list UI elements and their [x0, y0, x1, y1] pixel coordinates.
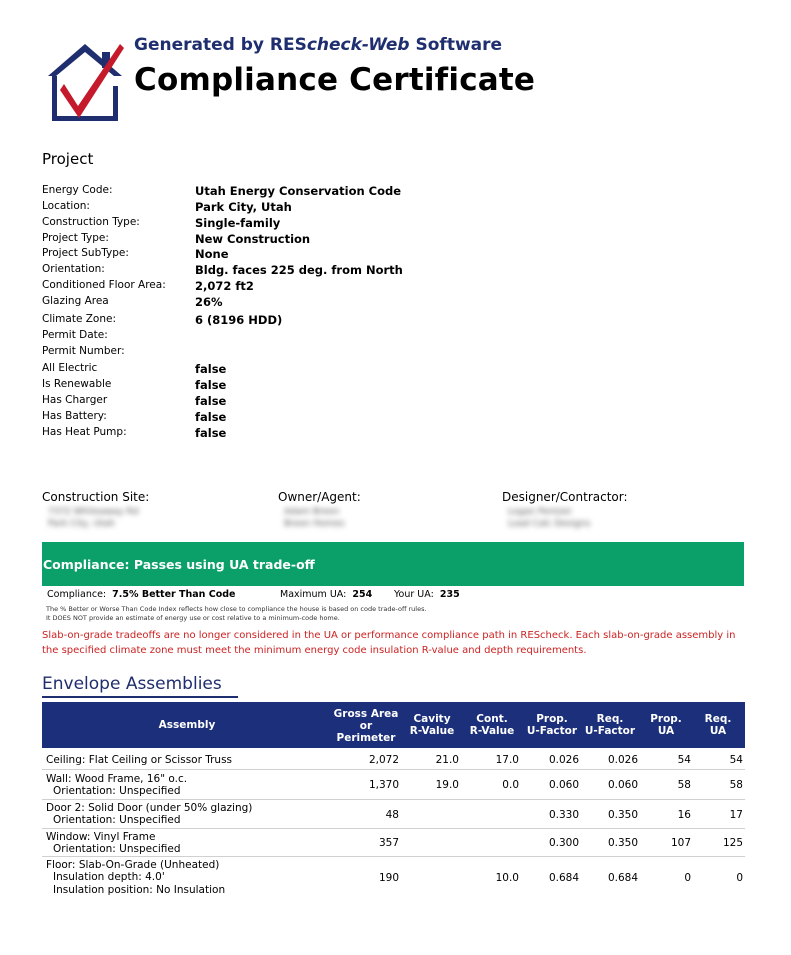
field-value: 26%	[195, 295, 223, 309]
field-value: 2,072 ft2	[195, 279, 254, 293]
slab-warning: Slab-on-grade tradeoffs are no longer considered in the UA or performance compliance path in REScheck. Each slab-on-grade assembly in the specified climate zone must meet the minimum energy code insulation R-value and depth requirements.	[42, 630, 736, 656]
field-label: Construction Type:	[42, 216, 140, 228]
prop-ua: 16	[677, 809, 691, 821]
req-ua: 125	[722, 837, 743, 849]
field-label: Project SubType:	[42, 247, 129, 259]
col-assembly: Assembly	[158, 719, 216, 731]
field-value: false	[195, 394, 227, 408]
field-value: false	[195, 410, 227, 424]
compliance-value: 7.5% Better Than Code	[112, 589, 236, 600]
field-label: Permit Number:	[42, 345, 125, 357]
field-label: Location:	[42, 200, 90, 212]
assembly-detail: Insulation position: No Insulation	[53, 884, 226, 896]
gross-area: 48	[385, 809, 399, 821]
compliance-summary	[47, 589, 236, 600]
compliance-label: Compliance:	[47, 589, 107, 600]
cavity-r: 19.0	[435, 779, 459, 791]
assembly-name: Floor: Slab-On-Grade (Unheated)	[46, 859, 220, 871]
compliance-note: It DOES NOT provide an estimate of energy use or cost relative to a minimum-code home.	[46, 614, 340, 622]
field-value: false	[195, 362, 227, 376]
prop-u: 0.330	[548, 809, 579, 821]
col-prop-u: Prop. U-Factor	[526, 713, 578, 737]
req-ua: 0	[736, 872, 743, 884]
req-ua: 17	[729, 809, 743, 821]
col-gross-area: Gross Area or Perimeter	[333, 708, 399, 744]
field-value: None	[195, 247, 229, 261]
prop-ua: 0	[684, 872, 691, 884]
field-value: 6 (8196 HDD)	[195, 313, 283, 327]
designer-line: Load Calc Designs	[508, 519, 591, 529]
prop-u: 0.060	[548, 779, 579, 791]
assembly-detail: Insulation depth: 4.0'	[53, 871, 165, 883]
field-value: Single-family	[195, 216, 281, 230]
max-ua	[280, 589, 372, 600]
req-u: 0.350	[607, 837, 638, 849]
your-ua-label: Your UA:	[394, 589, 434, 600]
designer-line: Logan Pentzer	[508, 507, 572, 517]
owner-line: Adam Breen	[284, 507, 340, 517]
row-divider	[42, 828, 745, 829]
assembly-name: Wall: Wood Frame, 16" o.c.	[46, 773, 188, 785]
field-label: Is Renewable	[42, 378, 112, 390]
gross-area: 190	[378, 872, 399, 884]
address-line: 7372 Whiteaway Rd	[48, 507, 139, 517]
assembly-detail: Orientation: Unspecified	[53, 843, 181, 855]
field-value: New Construction	[195, 232, 311, 246]
field-label: Has Charger	[42, 394, 108, 406]
req-ua: 58	[729, 779, 743, 791]
prop-u: 0.684	[548, 872, 579, 884]
construction-site-label: Construction Site:	[42, 490, 150, 504]
prop-ua: 107	[670, 837, 691, 849]
col-cont-r: Cont. R-Value	[469, 713, 515, 737]
cont-r: 17.0	[495, 754, 519, 766]
col-req-ua: Req. UA	[704, 713, 732, 737]
prop-ua: 54	[677, 754, 691, 766]
your-ua-value: 235	[439, 589, 460, 600]
owner-agent-info	[284, 506, 345, 530]
field-label: All Electric	[42, 362, 98, 374]
max-ua-value: 254	[352, 589, 373, 600]
cont-r: 10.0	[495, 872, 519, 884]
field-label: Has Battery:	[42, 410, 107, 422]
rescheck-logo-icon	[44, 38, 126, 124]
assembly-detail: Orientation: Unspecified	[53, 814, 181, 826]
max-ua-label: Maximum UA:	[280, 589, 347, 600]
row-divider	[42, 769, 745, 770]
field-label: Climate Zone:	[42, 313, 117, 325]
req-u: 0.684	[607, 872, 638, 884]
generated-by-line: Generated by REScheck-Web Software	[134, 35, 503, 55]
row-divider	[42, 799, 745, 800]
req-u: 0.060	[607, 779, 638, 791]
req-ua: 54	[729, 754, 743, 766]
field-value: Bldg. faces 225 deg. from North	[195, 263, 403, 277]
field-label: Energy Code:	[42, 184, 113, 196]
assembly-detail: Orientation: Unspecified	[53, 785, 181, 797]
construction-site-address	[48, 506, 138, 530]
designer-contractor-label: Designer/Contractor:	[502, 490, 628, 504]
envelope-assemblies-heading: Envelope Assemblies	[42, 674, 222, 694]
field-label: Conditioned Floor Area:	[42, 279, 166, 291]
req-u: 0.026	[607, 754, 638, 766]
prop-u: 0.300	[548, 837, 579, 849]
field-label: Project Type:	[42, 232, 109, 244]
gross-area: 1,370	[368, 779, 399, 791]
gross-area: 2,072	[368, 754, 399, 766]
field-value: false	[195, 378, 227, 392]
field-value: Park City, Utah	[195, 200, 292, 214]
field-label: Permit Date:	[42, 329, 108, 341]
row-divider	[42, 856, 745, 857]
compliance-status: Compliance: Passes using UA trade-off	[43, 557, 315, 572]
assembly-name: Ceiling: Flat Ceiling or Scissor Truss	[46, 754, 233, 766]
req-u: 0.350	[607, 809, 638, 821]
col-req-u: Req. U-Factor	[584, 713, 636, 737]
your-ua	[394, 589, 460, 600]
field-value: false	[195, 426, 227, 440]
heading-underline	[42, 696, 238, 698]
table-header	[42, 702, 745, 748]
address-line: Park City, Utah	[48, 519, 116, 529]
field-value: Utah Energy Conservation Code	[195, 184, 402, 198]
col-cavity-r: Cavity R-Value	[409, 713, 455, 737]
owner-line: Breen Homes	[284, 519, 345, 529]
field-label: Has Heat Pump:	[42, 426, 127, 438]
field-label: Orientation:	[42, 263, 105, 275]
prop-ua: 58	[677, 779, 691, 791]
cont-r: 0.0	[502, 779, 519, 791]
prop-u: 0.026	[548, 754, 579, 766]
designer-contractor-info	[508, 506, 590, 530]
assembly-name: Door 2: Solid Door (under 50% glazing)	[46, 802, 253, 814]
compliance-note: The % Better or Worse Than Code Index reflects how close to compliance the house is based on code trade-off rules.	[46, 605, 427, 613]
owner-agent-label: Owner/Agent:	[278, 490, 361, 504]
col-prop-ua: Prop. UA	[650, 713, 682, 737]
cavity-r: 21.0	[435, 754, 459, 766]
project-heading: Project	[42, 150, 94, 168]
field-label: Glazing Area	[42, 295, 109, 307]
certificate-title: Compliance Certificate	[134, 62, 536, 98]
assembly-name: Window: Vinyl Frame	[46, 831, 156, 843]
gross-area: 357	[378, 837, 399, 849]
